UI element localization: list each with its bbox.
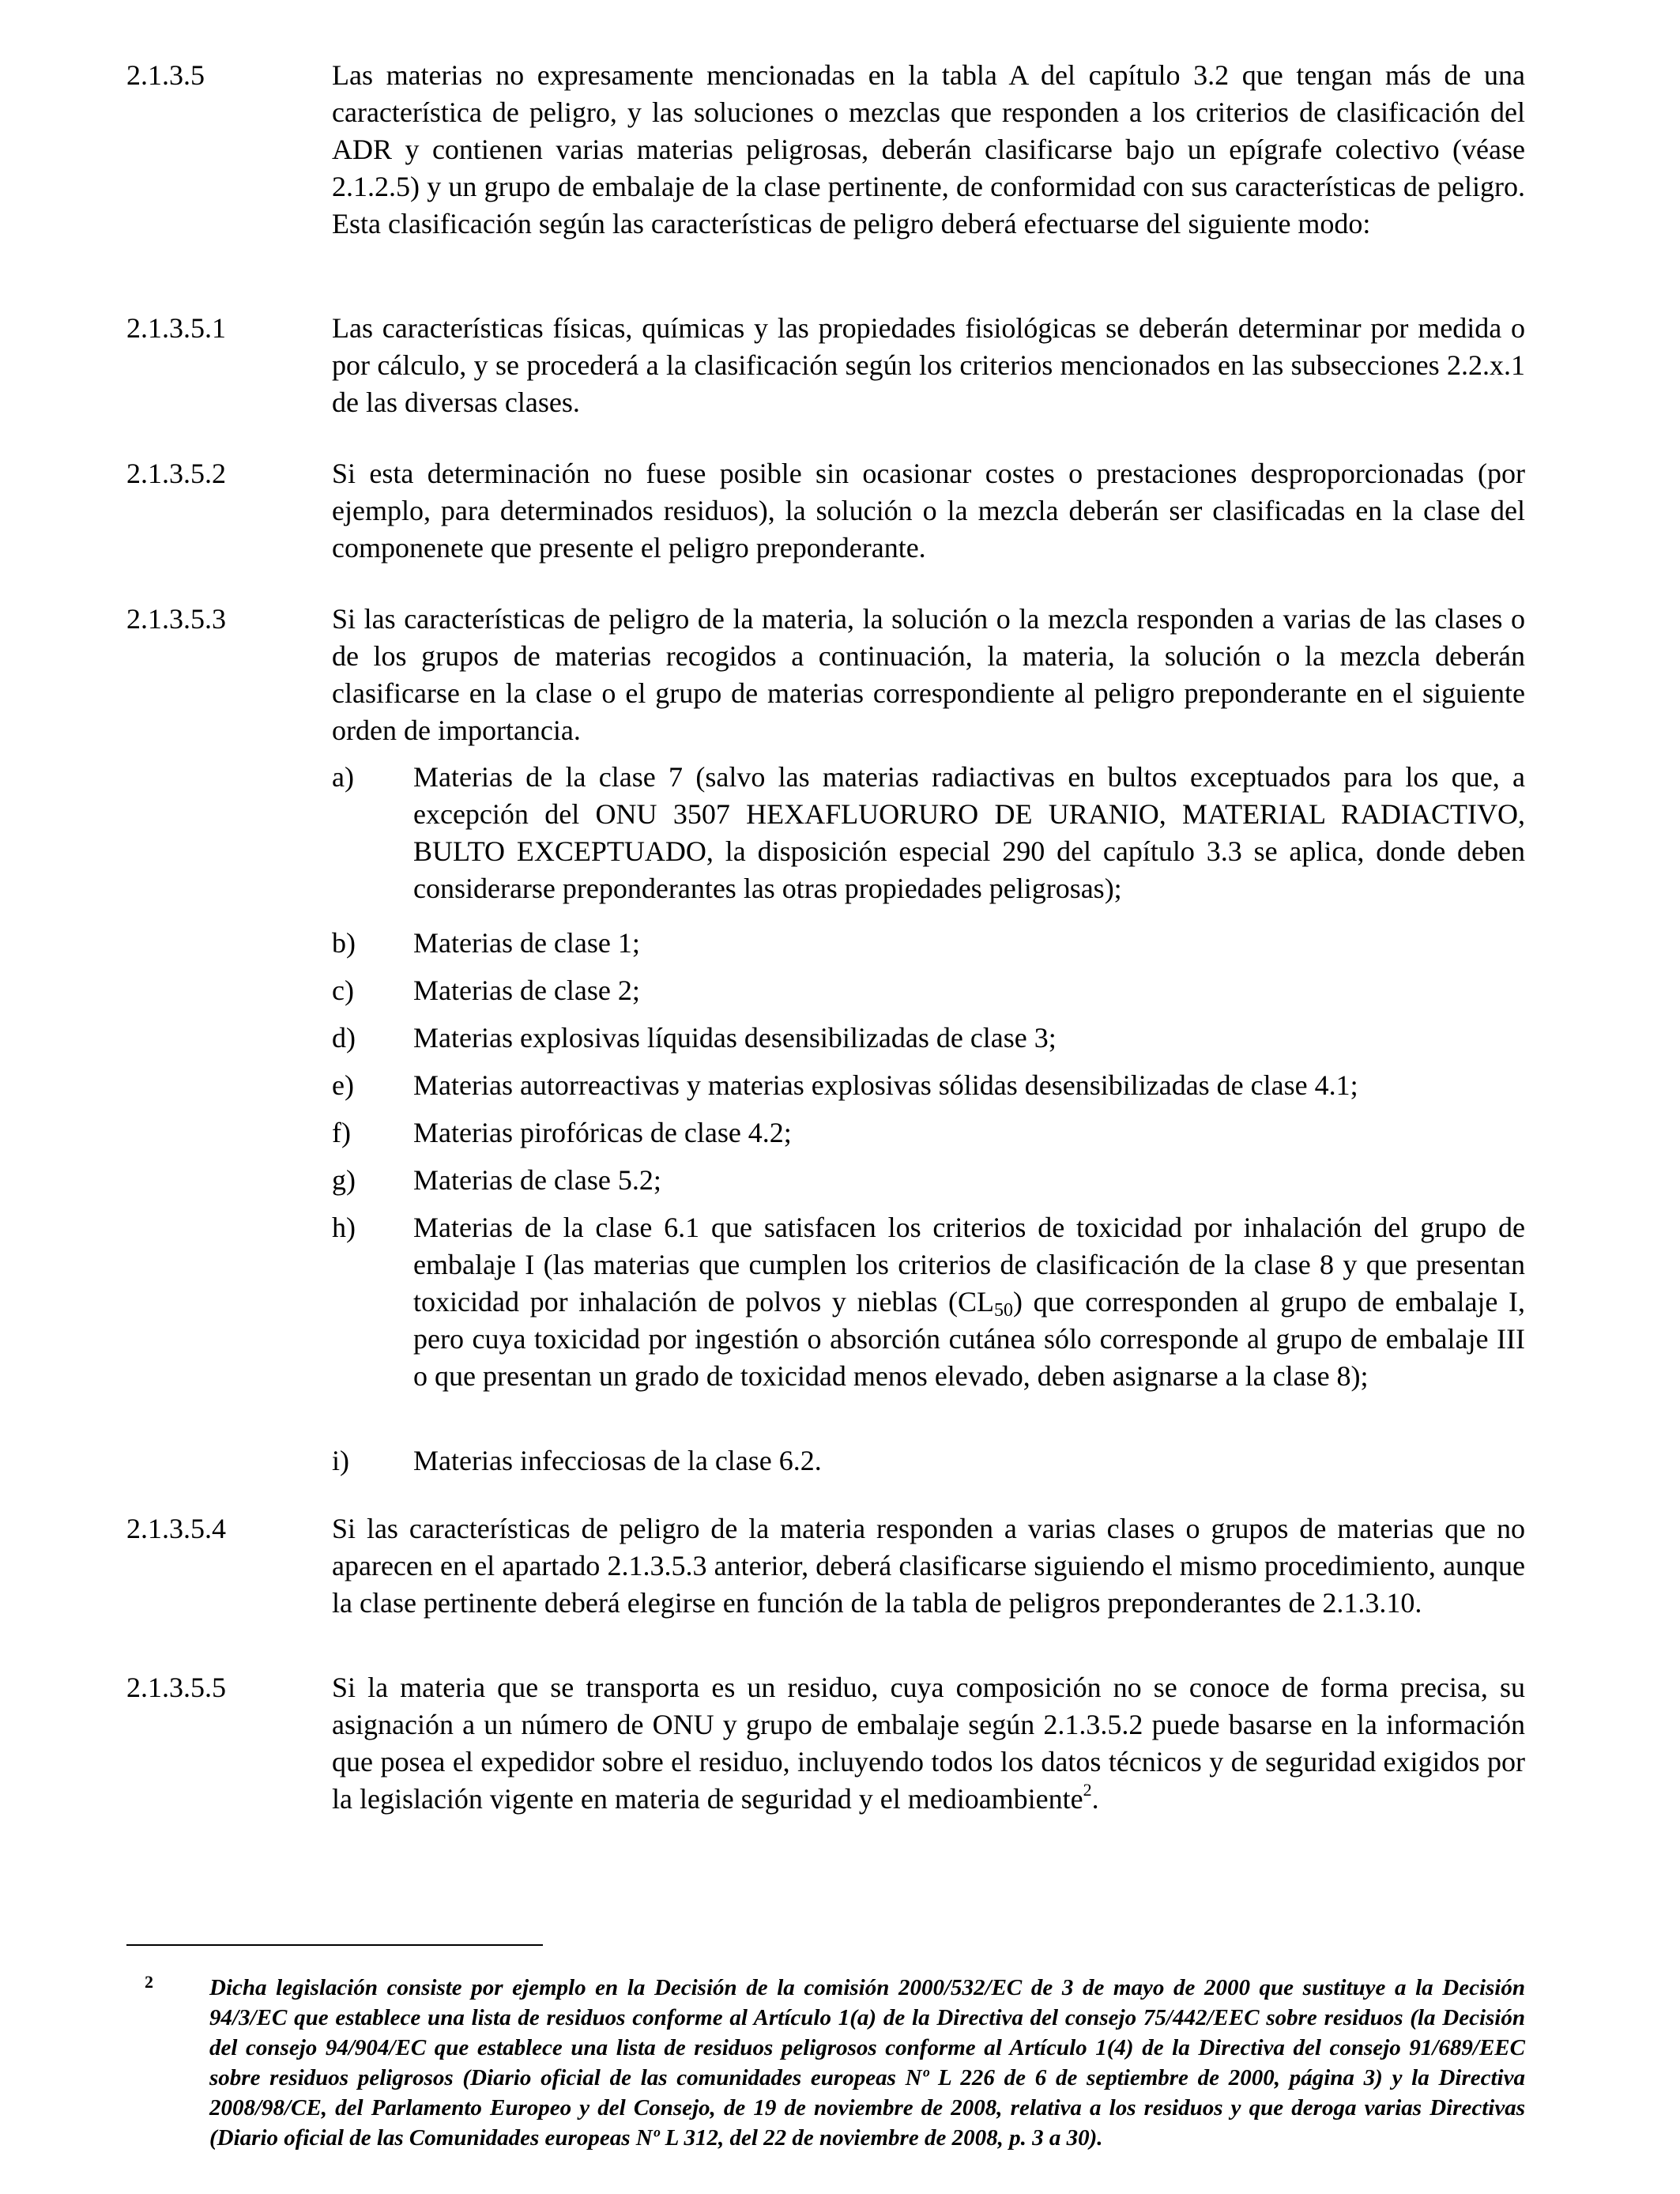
section-text xyxy=(332,1669,1525,1818)
list-item-text: Materias de la clase 7 (salvo las materias radiactivas en bultos exceptuados para los que, a excepción del ONU 3507 HEXAFLUORURO DE URANIO, MATERIAL RADIACTIVO, BULTO EXCEPTUADO, la disposición especial 290 del capítulo 3.3 se aplica, donde deben considerarse preponderantes las otras propiedades peligrosas); xyxy=(413,761,1525,904)
list-item-text-part: ) que corresponden al grupo de embalaje I, pero cuya toxicidad por ingestión o absorción cutánea sólo corresponde al grupo de embalaje III o que presentan un grado de toxicidad menos elevado, deben asignarse a la clase 8); xyxy=(413,1286,1525,1392)
section-text: Las materias no expresamente mencionadas en la tabla A del capítulo 3.2 que tengan más de una característica de peligro, y las soluciones o mezclas que responden a los criterios de clasificación del ADR y contienen varias materias peligrosas, deberán clasificarse bajo un epígrafe colectivo (véase 2.1.2.5) y un grupo de embalaje de la clase pertinente, de conformidad con sus características de peligro. Esta clasificación según las características de peligro deberá efectuarse del siguiente modo: xyxy=(332,59,1525,239)
list-item-letter: f) xyxy=(332,1117,351,1148)
footnote-separator xyxy=(126,1944,543,1946)
list-item-letter: d) xyxy=(332,1022,356,1054)
list-item-text: Materias autorreactivas y materias explosivas sólidas desensibilizadas de clase 4.1; xyxy=(413,1069,1358,1101)
list-item-text xyxy=(413,1209,1525,1395)
section-number: 2.1.3.5.3 xyxy=(126,603,226,635)
list-item-text: Materias de clase 1; xyxy=(413,927,640,959)
section-text-part: Si la materia que se transporta es un residuo, cuya composición no se conoce de forma precisa, su asignación a un número de ONU y grupo de embalaje según 2.1.3.5.2 puede basarse en la información que posea el expedidor sobre el residuo, incluyendo todos los datos técnicos y de seguridad exigidos por la legislación vigente en materia de seguridad y el medioambiente xyxy=(332,1672,1525,1815)
list-item-letter: g) xyxy=(332,1164,356,1196)
list-item-letter: c) xyxy=(332,974,354,1006)
section-text: Si las características de peligro de la materia responden a varias clases o grupos de materias que no aparecen en el apartado 2.1.3.5.3 anterior, deberá clasificarse siguiendo el mismo procedimiento, aunque la clase pertinente deberá elegirse en función de la tabla de peligros preponderantes de 2.1.3.10. xyxy=(332,1513,1525,1619)
list-item-letter: a) xyxy=(332,761,354,793)
section-text: Si las características de peligro de la materia, la solución o la mezcla responden a varias de las clases o de los grupos de materias recogidos a continuación, la materia, la solución o la mezcla deberán clasificarse en la clase o el grupo de materias correspondiente al peligro preponderante en el siguiente orden de importancia. xyxy=(332,603,1525,746)
section-number: 2.1.3.5.5 xyxy=(126,1672,226,1703)
section-number: 2.1.3.5 xyxy=(126,59,205,91)
list-item-letter: e) xyxy=(332,1069,354,1101)
section-number: 2.1.3.5.1 xyxy=(126,312,226,344)
list-item-letter: b) xyxy=(332,927,356,959)
list-item-text: Materias pirofóricas de clase 4.2; xyxy=(413,1117,792,1148)
footnote-reference: 2 xyxy=(1083,1780,1092,1800)
list-item-text: Materias de clase 5.2; xyxy=(413,1164,661,1196)
section-text: Las características físicas, químicas y las propiedades fisiológicas se deberán determinar por medida o por cálculo, y se procederá a la clasificación según los criterios mencionados en las subsecciones 2.2.x.1 de las diversas clases. xyxy=(332,312,1525,418)
footnote-mark: 2 xyxy=(145,1972,153,1992)
section-text: Si esta determinación no fuese posible sin ocasionar costes o prestaciones desproporcionadas (por ejemplo, para determinados residuos), la solución o la mezcla deberán ser clasificadas en la clase del componenete que presente el peligro preponderante. xyxy=(332,458,1525,564)
list-item-text: Materias infecciosas de la clase 6.2. xyxy=(413,1445,822,1476)
section-number: 2.1.3.5.4 xyxy=(126,1513,226,1544)
section-number: 2.1.3.5.2 xyxy=(126,458,226,489)
list-item-text: Materias explosivas líquidas desensibilizadas de clase 3; xyxy=(413,1022,1057,1054)
list-item-letter: h) xyxy=(332,1212,356,1243)
list-item-text-part: Materias de la clase 6.1 que satisfacen los criterios de toxicidad por inhalación del grupo de embalaje I (las materias que cumplen los criterios de clasificación de la clase 8 y que presentan toxicidad por inhalación de polvos y nieblas (CL xyxy=(413,1212,1525,1318)
list-item-text: Materias de clase 2; xyxy=(413,974,640,1006)
section-text-end: . xyxy=(1091,1783,1099,1815)
subscript-50: 50 xyxy=(994,1300,1014,1321)
footnote-text: Dicha legislación consiste por ejemplo en la Decisión de la comisión 2000/532/EC de 3 de mayo de 2000 que sustituye a la Decisión 94/3/EC que establece una lista de residuos conforme al Artículo 1(a) de la Directiva del consejo 75/442/EEC sobre residuos (la Decisión del consejo 94/904/EC que establece una lista de residuos peligrosos conforme al Artículo 1(4) de la Directiva del consejo 91/689/EEC sobre residuos peligrosos (Diario oficial de las comunidades europeas Nº L 226 de 6 de septiembre de 2000, página 3) y la Directiva 2008/98/CE, del Parlamento Europeo y del Consejo, de 19 de noviembre de 2008, relativa a los residuos y que deroga varias Directivas (Diario oficial de las Comunidades europeas Nº L 312, del 22 de noviembre de 2008, p. 3 a 30). xyxy=(209,1975,1525,2151)
list-item-letter: i) xyxy=(332,1445,349,1476)
